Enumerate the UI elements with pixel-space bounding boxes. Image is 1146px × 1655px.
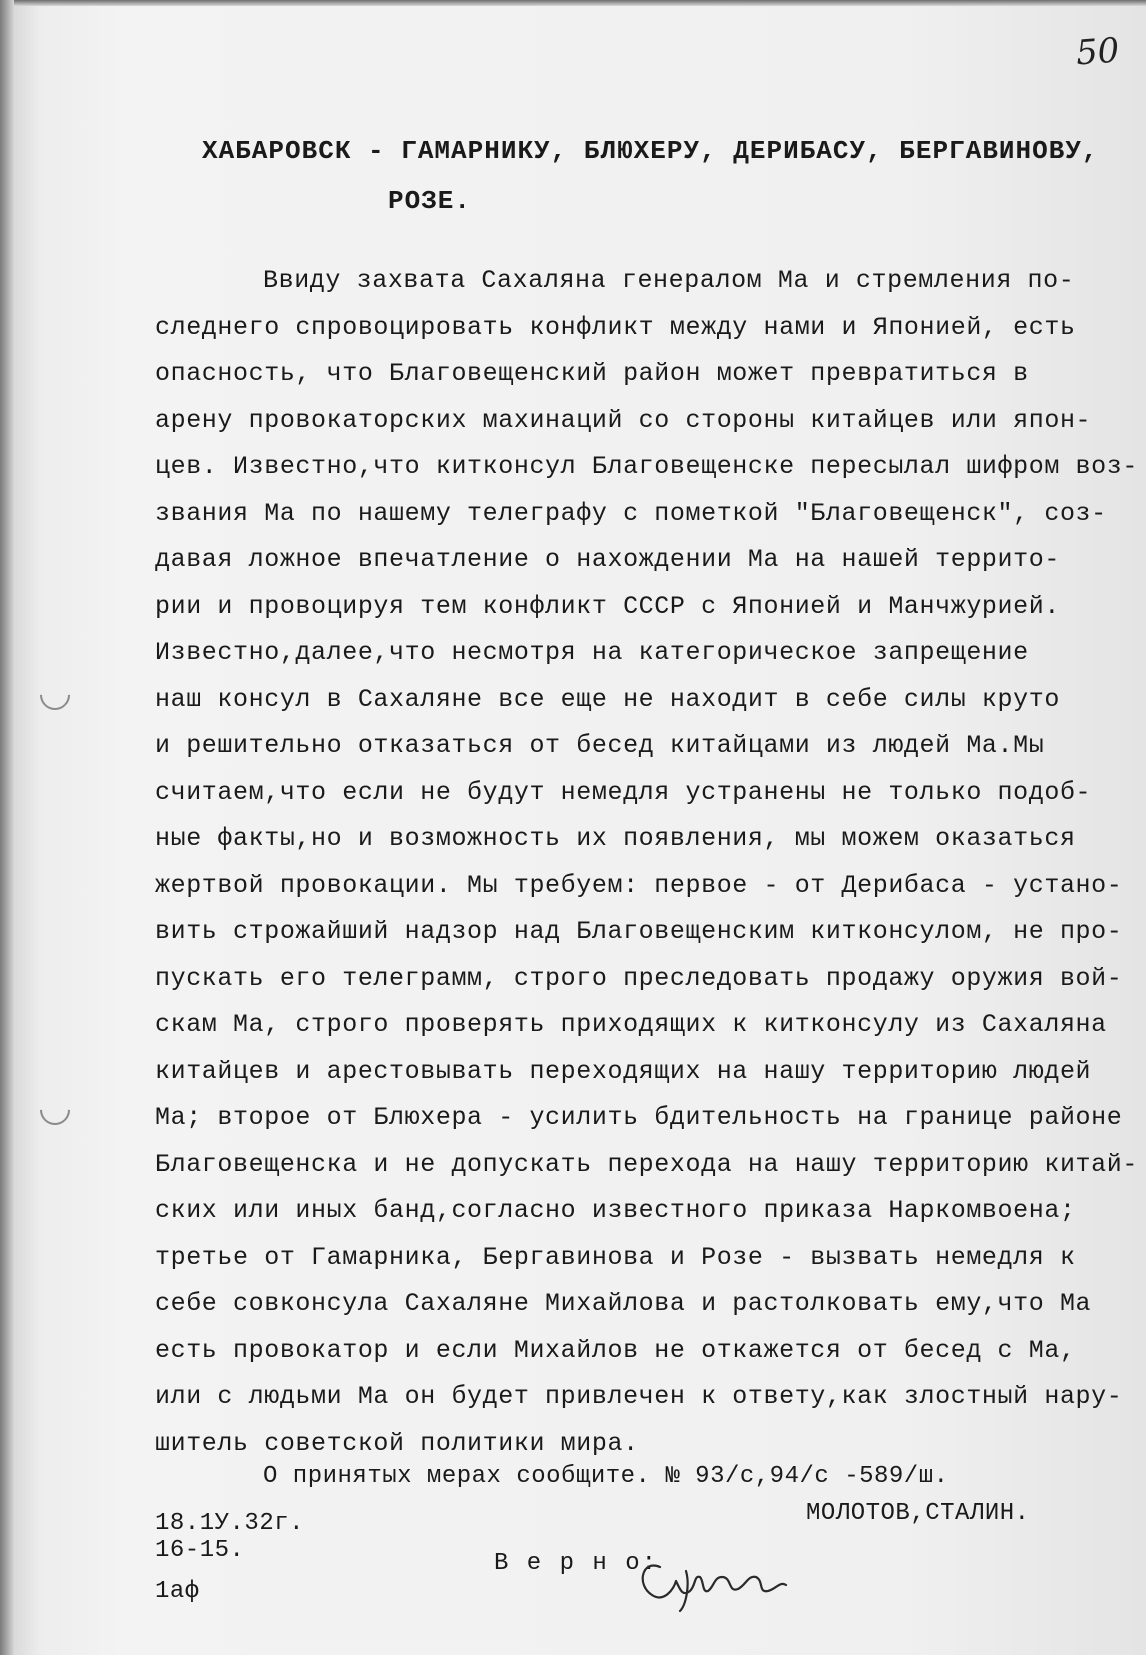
telegram-body xyxy=(155,258,1138,1467)
body-line: или с людьми Ма он будет привлечен к ответу,как злостный нару- xyxy=(155,1382,1123,1411)
body-line: цев. Известно,что китконсул Благовещенске пересылал шифром воз- xyxy=(155,452,1138,481)
punch-hole-mark xyxy=(34,1089,76,1131)
telegram-addressees: ХАБАРОВСК - ГАМАРНИКУ, БЛЮХЕРУ, ДЕРИБАСУ, БЕРГАВИНОВУ, xyxy=(202,136,1099,166)
body-line: жертвой провокации. Мы требуем: первое - от Дерибаса - устано- xyxy=(155,870,1123,900)
date: 18.1У.32г. xyxy=(155,1510,305,1537)
body-line: третье от Гамарника, Бергавинова и Розе - вызвать немедля к xyxy=(155,1242,1076,1272)
body-line: есть провокатор и если Михайлов не откажется от бесед с Ма, xyxy=(155,1335,1076,1365)
body-line: звания Ма по нашему телеграфу с пометкой "Благовещенск", соз- xyxy=(155,498,1107,528)
body-line: скам Ма, строго проверять приходящих к китконсулу из Сахаляна xyxy=(155,1010,1107,1039)
page-number: 50 xyxy=(1074,30,1121,74)
copy-mark: 1аф xyxy=(155,1578,200,1605)
body-line: ских или иных банд,согласно известного приказа Наркомвоена; xyxy=(155,1196,1076,1225)
closing-line: О принятых мерах сообщите. № 93/с,94/с -589/ш. xyxy=(263,1463,949,1490)
body-line: считаем,что если не будут немедля устранены не только подоб- xyxy=(155,777,1092,807)
verified-label: В е р н о: xyxy=(494,1550,659,1577)
body-line: Благовещенска и не допускать перехода на нашу территорию китай- xyxy=(155,1149,1138,1179)
telegram-addressee-continued: РОЗЕ. xyxy=(388,186,472,216)
time: 16-15. xyxy=(155,1537,245,1564)
body-line: и решительно отказаться от бесед китайцами из людей Ма.Мы xyxy=(155,731,1045,760)
body-line: ные факты,но и возможность их появления, мы можем оказаться xyxy=(155,824,1076,853)
body-line: Ввиду захвата Сахаляна генералом Ма и стремления по- xyxy=(263,266,1075,295)
body-line: себе совконсула Сахаляне Михайлова и растолковать ему,что Ма xyxy=(155,1289,1092,1318)
scan-edge-top xyxy=(0,0,1146,6)
body-line: опасность, что Благовещенский район может превратиться в xyxy=(155,359,1029,388)
body-line: шитель советской политики мира. xyxy=(155,1428,639,1458)
body-line: Ма; второе от Блюхера - усилить бдительность на границе районе xyxy=(155,1103,1123,1132)
signatories: МОЛОТОВ,СТАЛИН. xyxy=(806,1500,1030,1527)
verifier-signature xyxy=(630,1545,800,1615)
body-line: давая ложное впечатление о нахождении Ма на нашей террито- xyxy=(155,545,1060,574)
body-line: вить строжайший надзор над Благовещенским китконсулом, не про- xyxy=(155,917,1123,946)
body-line: пускать его телеграмм, строго преследовать продажу оружия вой- xyxy=(155,963,1123,993)
scan-edge-left xyxy=(0,0,14,1655)
body-line: арену провокаторских махинаций со стороны китайцев или япон- xyxy=(155,405,1092,435)
punch-hole-mark xyxy=(34,674,76,716)
body-line: рии и провоцируя тем конфликт СССР с Японией и Манчжурией. xyxy=(155,591,1060,621)
body-line: китайцев и арестовывать переходящих на нашу территорию людей xyxy=(155,1056,1092,1086)
body-line: следнего спровоцировать конфликт между нами и Японией, есть xyxy=(155,312,1076,342)
body-line: наш консул в Сахаляне все еще не находит в себе силы круто xyxy=(155,684,1060,714)
body-line: Известно,далее,что несмотря на категорическое запрещение xyxy=(155,638,1029,667)
